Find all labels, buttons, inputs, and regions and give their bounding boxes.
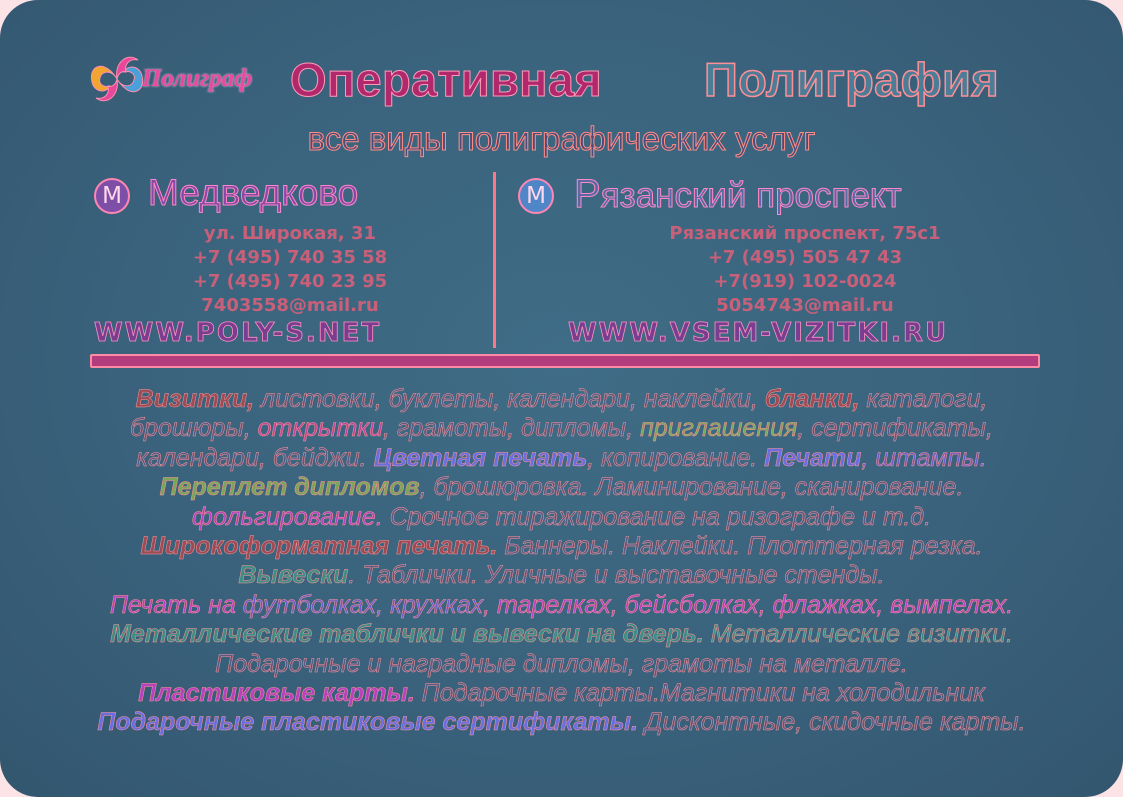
address: ул. Широкая, 31 (203, 223, 377, 244)
services-line (20, 650, 1103, 679)
address: Рязанский проспект, 75с1 (669, 223, 941, 244)
services-line (20, 679, 1103, 708)
services-text: , брошюровка. Ламинирование, сканирование. (419, 473, 964, 502)
services-text: Печать на (109, 590, 243, 619)
services-text: , штампы. (861, 443, 987, 472)
services-text: Металлические таблички и вывески на дверь. (110, 620, 704, 649)
services-text: календари, бейджи. (136, 443, 374, 472)
services-text: Вывески (238, 561, 349, 590)
services-text: Подарочные карты.Магнитики на холодильник (414, 678, 985, 707)
services-line (20, 620, 1103, 649)
station-rest: язанский проспект (600, 176, 902, 215)
services-text: Визитки, (135, 385, 255, 413)
services-text: футболках, кружках (242, 590, 484, 619)
services-text: . Таблички. Уличные и выставочные стенды. (348, 561, 885, 590)
services-text: приглашения (640, 414, 798, 443)
website-link[interactable]: WWW.VSEM-VIZITKI.RU (568, 318, 949, 348)
phone[interactable]: +7 (495) 740 23 95 (192, 271, 388, 292)
services-text: каталоги, (859, 385, 988, 413)
services-text: Широкоформатная печать. (140, 531, 498, 560)
metro-icon: М (94, 178, 130, 214)
website-link[interactable]: WWW.POLY-S.NET (94, 318, 382, 348)
horizontal-divider (90, 354, 1040, 368)
logo-swirl-icon (84, 48, 150, 110)
email[interactable]: 7403558@mail.ru (201, 295, 379, 316)
services-line (20, 414, 1103, 443)
station-first-letter: Р (574, 172, 601, 216)
email[interactable]: 5054743@mail.ru (716, 295, 894, 316)
services-line (20, 503, 1103, 532)
services-text: Металлические визитки. (703, 620, 1013, 649)
services-text: Переплет дипломов (159, 473, 420, 502)
services-text: бланки, (764, 385, 860, 413)
company-logo (84, 48, 274, 110)
services-text: фольгирование. (191, 502, 383, 531)
services-text: , сертификаты, (797, 414, 993, 443)
location-1-contacts (100, 222, 480, 318)
services-line (20, 708, 1103, 737)
services-text: Подарочные и наградные дипломы, грамоты на металле. (215, 649, 908, 678)
services-line (20, 532, 1103, 561)
services-line (20, 591, 1103, 620)
services-line (20, 444, 1103, 473)
phone[interactable]: +7(919) 102-0024 (713, 271, 897, 292)
services-text: , грамоты, дипломы, (383, 414, 641, 443)
services-text: Срочное тиражирование на ризографе и т.д. (382, 502, 932, 531)
phone[interactable]: +7 (495) 740 35 58 (192, 247, 388, 268)
services-line (20, 561, 1103, 590)
vertical-divider (493, 172, 496, 348)
services-text: открытки (257, 414, 383, 443)
services-text: Подарочные пластиковые сертификаты. (97, 708, 638, 737)
services-text: , тарелках, бейсболках, флажках, вымпелах. (483, 590, 1014, 619)
services-text: Пластиковые карты. (138, 678, 415, 707)
services-text: Баннеры. Наклейки. Плоттерная резка. (497, 531, 983, 560)
phone[interactable]: +7 (495) 505 47 43 (707, 247, 903, 268)
services-text: Дисконтные, скидочные карты. (637, 708, 1026, 737)
title-polygraphy: Полиграфия (704, 53, 999, 106)
location-2-contacts (560, 222, 1050, 318)
services-line (20, 473, 1103, 502)
services-text: , копирование. (587, 443, 765, 472)
subtitle: все виды полиграфических услуг (307, 120, 816, 157)
services-text: листовки, буклеты, календари, наклейки, (254, 385, 765, 413)
services-list (20, 385, 1103, 738)
services-text: Цветная печать (373, 443, 588, 472)
title-operative: Оперативная (290, 53, 602, 106)
services-text: брошюры, (130, 414, 258, 443)
station-ryazansky (574, 172, 902, 217)
services-text: Печати (764, 443, 862, 472)
services-line (20, 385, 1103, 414)
station-medvedkovo: Медведково (148, 172, 359, 213)
logo-wordmark: Полиграф (142, 65, 253, 92)
metro-icon: М (518, 178, 554, 214)
